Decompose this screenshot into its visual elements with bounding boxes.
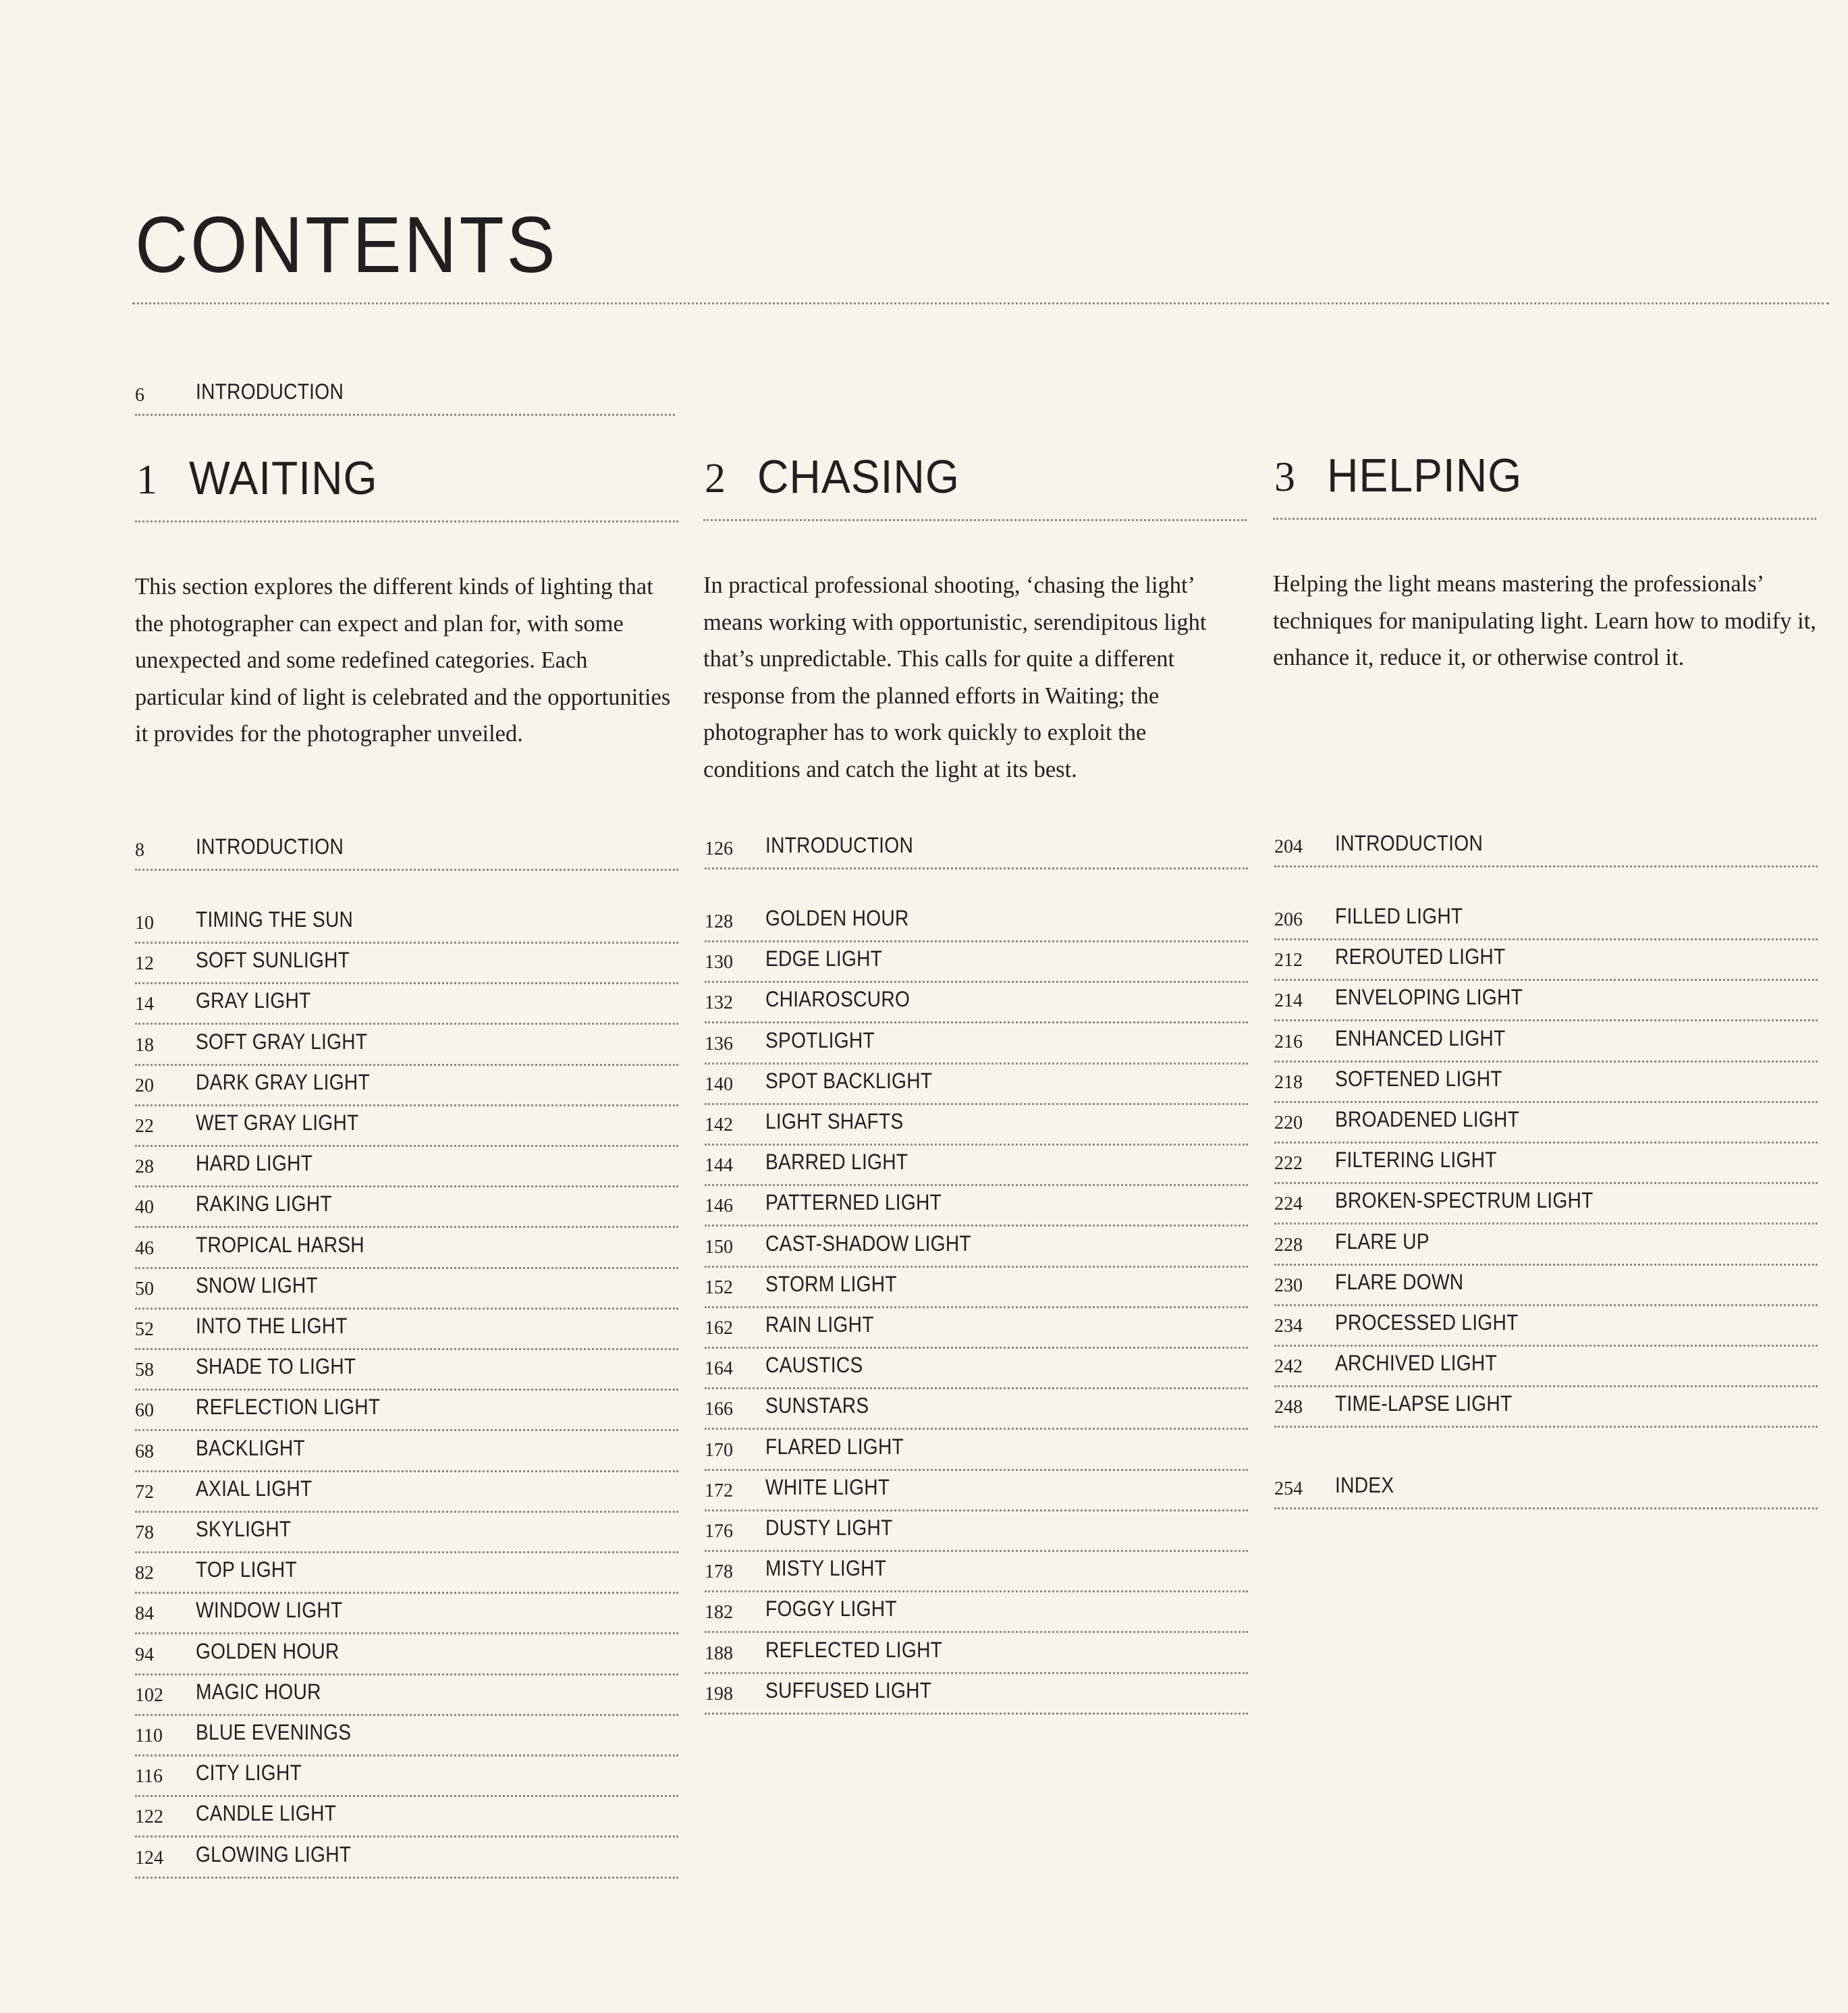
toc-entry-label: SUNSTARS (765, 1393, 869, 1418)
toc-entry-label: SUFFUSED LIGHT (765, 1678, 932, 1702)
toc-page-number: 218 (1274, 1071, 1303, 1093)
toc-entry[interactable] (705, 1024, 1248, 1065)
toc-entry-label: EDGE LIGHT (765, 946, 883, 971)
toc-entry-label: MISTY LIGHT (765, 1556, 887, 1581)
toc-page-number: 216 (1274, 1031, 1303, 1052)
toc-entry[interactable] (135, 1756, 678, 1797)
toc-page-number: 94 (135, 1644, 154, 1665)
toc-entry-label: SOFT GRAY LIGHT (196, 1029, 368, 1054)
toc-entry[interactable] (1274, 940, 1818, 981)
toc-entry-label: WET GRAY LIGHT (196, 1110, 359, 1135)
toc-page-number: 166 (705, 1399, 733, 1420)
toc-entry[interactable] (135, 1106, 678, 1147)
toc-entry-label: DUSTY LIGHT (765, 1515, 893, 1540)
section-heading (1273, 446, 1816, 520)
toc-entry-label: REFLECTION LIGHT (196, 1395, 381, 1420)
toc-page-number: 170 (705, 1439, 733, 1461)
toc-page-number: 10 (135, 913, 154, 934)
toc-entry-label: INTRODUCTION (1335, 831, 1484, 855)
toc-page-number: 50 (135, 1278, 154, 1299)
page-title: CONTENTS (135, 200, 558, 290)
toc-page-number: 130 (705, 952, 733, 973)
toc-entry[interactable] (135, 1513, 678, 1553)
toc-page-number: 60 (135, 1400, 154, 1422)
section-description: This section explores the different kinds of lighting that the photographer can expect and plan for, with some unexpected and some redefined categories. Each particular kind of light is celebrated and the opportunities it provides for the photographer unveiled. (135, 574, 671, 747)
toc-page-number: 176 (705, 1521, 733, 1542)
toc-page-number: 220 (1274, 1112, 1303, 1133)
toc-entry-label: SOFT SUNLIGHT (196, 948, 350, 973)
toc-page-number: 230 (1274, 1274, 1303, 1296)
toc-page-number: 40 (135, 1197, 154, 1218)
toc-entry-introduction[interactable] (135, 375, 675, 416)
toc-entry-label: SKYLIGHT (196, 1517, 292, 1541)
toc-page-number: 132 (705, 992, 733, 1014)
toc-entry[interactable] (135, 1635, 678, 1675)
toc-entry-label: MAGIC HOUR (196, 1679, 321, 1704)
toc-entry-label: BACKLIGHT (196, 1435, 305, 1460)
toc-entry[interactable] (1274, 981, 1818, 1021)
toc-entry-label: RAKING LIGHT (196, 1191, 332, 1216)
toc-entry-label: INTRODUCTION (196, 834, 344, 859)
toc-entry-label: SPOT BACKLIGHT (765, 1068, 933, 1093)
toc-page-number: 140 (705, 1073, 733, 1095)
toc-entry-label: CAUSTICS (765, 1353, 863, 1378)
toc-entry-label: BROADENED LIGHT (1335, 1107, 1520, 1131)
toc-entry-label: WHITE LIGHT (765, 1474, 890, 1499)
toc-page-number: 128 (705, 911, 733, 932)
toc-page-number: 212 (1274, 950, 1303, 971)
toc-entry[interactable] (135, 1187, 678, 1228)
toc-entry-label: FILTERING LIGHT (1335, 1148, 1497, 1173)
toc-entry-label: FOGGY LIGHT (765, 1596, 897, 1621)
toc-entry[interactable] (705, 1634, 1248, 1674)
toc-entry[interactable] (705, 983, 1248, 1023)
toc-page-number: 6 (135, 385, 144, 406)
toc-page-number: 84 (135, 1603, 154, 1625)
toc-entry-label: GRAY LIGHT (196, 988, 311, 1013)
toc-page-number: 22 (135, 1116, 154, 1137)
toc-entry-label: FLARE UP (1335, 1229, 1430, 1254)
toc-entry[interactable] (135, 1269, 678, 1310)
toc-entry[interactable] (1274, 1306, 1818, 1347)
toc-entry[interactable] (1274, 1184, 1818, 1225)
toc-entry[interactable] (135, 1553, 678, 1594)
toc-entry-label: REROUTED LIGHT (1335, 944, 1506, 969)
toc-entry-label: STORM LIGHT (765, 1271, 897, 1296)
section-number: 3 (1274, 454, 1295, 500)
toc-entry-label: AXIAL LIGHT (196, 1476, 312, 1501)
toc-entry[interactable] (1274, 1347, 1818, 1387)
toc-entry[interactable] (705, 1105, 1248, 1146)
section-number: 2 (705, 456, 726, 502)
toc-entry[interactable] (705, 1065, 1248, 1105)
section-heading (135, 448, 678, 522)
toc-entry[interactable] (135, 1066, 678, 1106)
toc-entry-label: DARK GRAY LIGHT (196, 1069, 370, 1094)
toc-entry[interactable] (135, 1797, 678, 1837)
toc-entry[interactable] (135, 1350, 678, 1391)
toc-page-number: 52 (135, 1319, 154, 1340)
toc-entry[interactable] (1274, 1266, 1818, 1306)
section-description: In practical professional shooting, ‘chasing the light’ means working with opportunistic, serendipitous light that’s unpredictable. This calls for quite a different response from the planned efforts in Waiting; the photographer has to work quickly to exploit the conditions and catch the light at its best. (703, 572, 1207, 782)
toc-entry[interactable] (135, 1472, 678, 1513)
toc-entry-label: GOLDEN HOUR (196, 1638, 339, 1663)
section-title: HELPING (1327, 449, 1523, 502)
toc-entry[interactable] (135, 1594, 678, 1634)
toc-entry-label: CHIAROSCURO (765, 987, 911, 1012)
toc-page-number: 122 (135, 1806, 163, 1828)
toc-entry[interactable] (135, 903, 678, 944)
toc-page-number: 144 (705, 1155, 733, 1177)
title-divider (132, 302, 1829, 304)
toc-entry[interactable] (705, 1227, 1248, 1268)
toc-entry-label: RAIN LIGHT (765, 1312, 874, 1337)
toc-entry-label: PATTERNED LIGHT (765, 1190, 942, 1215)
toc-entry-label: TOP LIGHT (196, 1557, 297, 1582)
toc-page-number: 12 (135, 953, 154, 975)
toc-page-number: 222 (1274, 1153, 1303, 1175)
toc-page-number: 254 (1274, 1478, 1303, 1499)
toc-entry[interactable] (135, 1229, 678, 1269)
toc-entry[interactable] (1274, 827, 1818, 867)
toc-page-number: 152 (705, 1277, 733, 1298)
toc-entry-label: HARD LIGHT (196, 1151, 313, 1176)
toc-entry-label: ENVELOPING LIGHT (1335, 985, 1523, 1010)
toc-page-number: 82 (135, 1563, 154, 1584)
toc-entry[interactable] (135, 944, 678, 984)
toc-entry-label: BLUE EVENINGS (196, 1720, 352, 1744)
toc-entry-label: LIGHT SHAFTS (765, 1109, 904, 1133)
section-title: CHASING (757, 450, 960, 503)
toc-entry-label: CANDLE LIGHT (196, 1801, 337, 1826)
toc-entry[interactable] (705, 1430, 1248, 1471)
toc-page-number: 142 (705, 1115, 733, 1135)
toc-page-number: 46 (135, 1237, 154, 1259)
toc-entry[interactable] (135, 1310, 678, 1350)
toc-entry-label: CAST-SHADOW LIGHT (765, 1231, 971, 1256)
toc-entry[interactable] (135, 1675, 678, 1716)
toc-entry[interactable] (705, 1389, 1248, 1430)
toc-entry[interactable] (1274, 1063, 1818, 1103)
toc-page-number: 18 (135, 1034, 154, 1056)
toc-page-number: 146 (705, 1196, 733, 1217)
toc-page-number: 72 (135, 1481, 154, 1503)
toc-entry[interactable] (1274, 1225, 1818, 1266)
toc-entry[interactable] (705, 1186, 1248, 1227)
section-title: WAITING (189, 452, 378, 504)
section-description: Helping the light means mastering the professionals’ techniques for manipulating light. Learn how to modify it, enhance it, reduce it, or otherwise control it. (1273, 571, 1816, 670)
toc-page-number: 224 (1274, 1193, 1303, 1215)
toc-entry[interactable] (135, 1147, 678, 1187)
toc-page-number: 116 (135, 1766, 163, 1788)
toc-entry[interactable] (705, 942, 1248, 983)
toc-page-number: 110 (135, 1725, 163, 1746)
toc-page-number: 20 (135, 1075, 154, 1096)
toc-entry-label: PROCESSED LIGHT (1335, 1310, 1519, 1335)
toc-entry[interactable] (135, 984, 678, 1025)
toc-page-number: 8 (135, 840, 144, 861)
toc-page-number: 68 (135, 1441, 154, 1462)
toc-entry-label: ENHANCED LIGHT (1335, 1025, 1506, 1050)
toc-entry-label: TIME-LAPSE LIGHT (1335, 1391, 1513, 1416)
toc-entry[interactable] (705, 1674, 1248, 1715)
toc-page-number: 248 (1274, 1397, 1303, 1418)
toc-entry[interactable] (135, 1432, 678, 1472)
toc-entry-label: BARRED LIGHT (765, 1150, 908, 1175)
toc-page-number: 102 (135, 1684, 163, 1706)
toc-page-number: 136 (705, 1033, 733, 1054)
toc-entry-label: GLOWING LIGHT (196, 1842, 352, 1867)
toc-entry-label: INTRODUCTION (765, 833, 914, 857)
toc-entry-label: ARCHIVED LIGHT (1335, 1351, 1497, 1376)
toc-entry[interactable] (705, 829, 1248, 869)
toc-page-number: 126 (705, 838, 733, 859)
toc-entry[interactable] (705, 1592, 1248, 1633)
toc-entry[interactable] (705, 902, 1248, 942)
toc-entry-label: INTRODUCTION (196, 379, 344, 404)
toc-entry-label: FLARED LIGHT (765, 1434, 904, 1459)
toc-entry-label: FLARE DOWN (1335, 1269, 1464, 1294)
toc-page-number: 58 (135, 1360, 154, 1381)
toc-entry[interactable] (1274, 1387, 1818, 1428)
toc-page-number: 206 (1274, 909, 1303, 930)
toc-entry[interactable] (1274, 1103, 1818, 1144)
toc-entry[interactable] (1274, 900, 1818, 940)
toc-entry-label: SOFTENED LIGHT (1335, 1066, 1502, 1091)
toc-entry[interactable] (135, 1838, 678, 1879)
toc-entry[interactable] (705, 1268, 1248, 1308)
toc-entry-label: TROPICAL HARSH (196, 1232, 364, 1257)
section-heading (703, 447, 1247, 521)
toc-entry[interactable] (135, 1391, 678, 1431)
toc-page-number: 78 (135, 1522, 154, 1543)
toc-entry-label: SPOTLIGHT (765, 1027, 875, 1052)
toc-page-number: 162 (705, 1318, 733, 1339)
toc-entry-label: FILLED LIGHT (1335, 904, 1463, 928)
toc-page-number: 14 (135, 994, 154, 1015)
toc-entry[interactable] (135, 1025, 678, 1066)
toc-entry-label: REFLECTED LIGHT (765, 1637, 943, 1662)
toc-entry-label: SHADE TO LIGHT (196, 1354, 356, 1379)
toc-page-number: 188 (705, 1642, 733, 1664)
section-number: 1 (136, 457, 157, 503)
toc-page-number: 178 (705, 1561, 733, 1583)
toc-page-number: 182 (705, 1602, 733, 1623)
toc-entry-label: CITY LIGHT (196, 1761, 302, 1786)
toc-page-number: 28 (135, 1156, 154, 1178)
toc-page-number: 172 (705, 1480, 733, 1501)
toc-page-number: 164 (705, 1358, 733, 1380)
toc-entry-label: GOLDEN HOUR (765, 906, 909, 930)
toc-page-number: 214 (1274, 990, 1303, 1012)
toc-entry[interactable] (705, 1552, 1248, 1592)
toc-page-number: 228 (1274, 1234, 1303, 1256)
toc-entry[interactable] (135, 1716, 678, 1756)
toc-entry-label: SNOW LIGHT (196, 1272, 318, 1297)
toc-page-number: 242 (1274, 1356, 1303, 1378)
toc-entry[interactable] (705, 1308, 1248, 1349)
toc-page-number: 124 (135, 1847, 163, 1869)
toc-page-number: 204 (1274, 836, 1303, 857)
toc-entry[interactable] (705, 1471, 1248, 1511)
toc-page-number: 234 (1274, 1316, 1303, 1337)
toc-entry-label: INDEX (1335, 1472, 1394, 1497)
toc-entry[interactable] (705, 1511, 1248, 1552)
toc-entry-label: WINDOW LIGHT (196, 1598, 343, 1623)
toc-page-number: 198 (705, 1683, 733, 1705)
toc-page-number: 150 (705, 1236, 733, 1258)
toc-entry-label: TIMING THE SUN (196, 907, 354, 932)
toc-entry[interactable] (135, 830, 678, 871)
toc-entry[interactable] (1274, 1144, 1818, 1184)
toc-entry[interactable] (705, 1349, 1248, 1389)
toc-entry[interactable] (1274, 1022, 1818, 1063)
toc-entry-label: BROKEN-SPECTRUM LIGHT (1335, 1188, 1594, 1213)
toc-entry[interactable] (1274, 1469, 1818, 1509)
toc-entry[interactable] (705, 1146, 1248, 1186)
toc-entry-label: INTO THE LIGHT (196, 1314, 348, 1338)
